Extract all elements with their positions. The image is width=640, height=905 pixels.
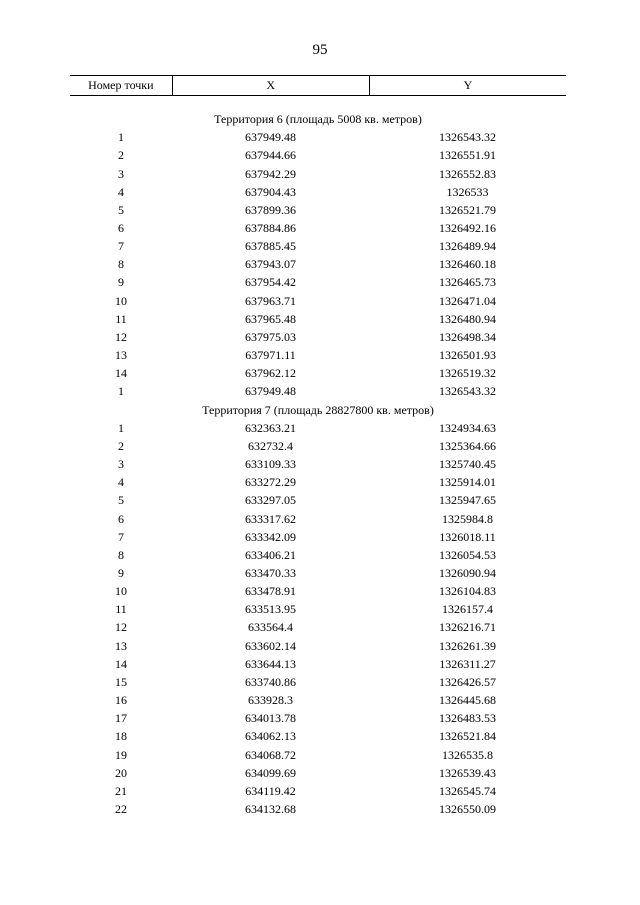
y-coordinate-cell: 1326492.16 — [439, 221, 496, 236]
point-number-cell: 10 — [115, 584, 127, 599]
table-row — [70, 201, 566, 219]
point-number-cell: 10 — [115, 293, 127, 308]
point-number-cell: 14 — [115, 366, 127, 381]
header-x: X — [172, 76, 369, 96]
x-coordinate-cell: 637944.66 — [245, 148, 296, 163]
y-coordinate-cell: 1326445.68 — [439, 693, 496, 708]
table-row — [70, 618, 566, 636]
table-row — [70, 582, 566, 600]
x-coordinate-cell: 637885.45 — [245, 239, 296, 254]
point-number-cell: 8 — [118, 257, 124, 272]
x-coordinate-cell: 633513.95 — [245, 602, 296, 617]
table-row — [70, 528, 566, 546]
y-coordinate-cell: 1326545.74 — [439, 783, 496, 798]
y-coordinate-cell: 1326543.32 — [439, 130, 496, 145]
y-coordinate-cell: 1326018.11 — [439, 529, 496, 544]
point-number-cell: 20 — [115, 765, 127, 780]
page-number: 95 — [312, 42, 328, 58]
point-number-cell: 7 — [118, 239, 124, 254]
point-number-cell: 6 — [118, 511, 124, 526]
table-row — [70, 655, 566, 673]
table-row — [70, 292, 566, 310]
table-row — [70, 328, 566, 346]
x-coordinate-cell: 634119.42 — [245, 783, 296, 798]
header-point-number: Номер точки — [70, 76, 172, 96]
point-number-cell: 15 — [115, 674, 127, 689]
table-row — [70, 745, 566, 763]
header-y: Y — [369, 76, 566, 96]
point-number-cell: 7 — [118, 529, 124, 544]
table-row — [70, 673, 566, 691]
point-number-cell: 13 — [115, 638, 127, 653]
table-row — [70, 437, 566, 455]
table-row — [70, 709, 566, 727]
y-coordinate-cell: 1326543.32 — [439, 384, 496, 399]
y-coordinate-cell: 1326471.04 — [439, 293, 496, 308]
y-coordinate-cell: 1326552.83 — [439, 166, 496, 181]
y-coordinate-cell: 1326216.71 — [439, 620, 496, 635]
point-number-cell: 6 — [118, 221, 124, 236]
y-coordinate-cell: 1326483.53 — [439, 711, 496, 726]
y-coordinate-cell: 1326054.53 — [439, 547, 496, 562]
section-title: Территория 7 (площадь 28827800 кв. метров) — [202, 402, 434, 417]
x-coordinate-cell: 637943.07 — [245, 257, 296, 272]
y-coordinate-cell: 1326426.57 — [439, 674, 496, 689]
x-coordinate-cell: 634068.72 — [245, 747, 296, 762]
x-coordinate-cell: 633109.33 — [245, 457, 296, 472]
x-coordinate-cell: 637949.48 — [245, 130, 296, 145]
y-coordinate-cell: 1325740.45 — [439, 457, 496, 472]
point-number-cell: 4 — [118, 184, 124, 199]
x-coordinate-cell: 632732.4 — [248, 438, 293, 453]
point-number-cell: 5 — [118, 202, 124, 217]
y-coordinate-cell: 1325914.01 — [439, 475, 496, 490]
x-coordinate-cell: 634132.68 — [245, 802, 296, 817]
x-coordinate-cell: 637899.36 — [245, 202, 296, 217]
table-row — [70, 146, 566, 164]
x-coordinate-cell: 637884.86 — [245, 221, 296, 236]
y-coordinate-cell: 1326489.94 — [439, 239, 496, 254]
y-coordinate-cell: 1326090.94 — [439, 565, 496, 580]
table-row — [70, 473, 566, 491]
point-number-cell: 2 — [118, 148, 124, 163]
y-coordinate-cell: 1326539.43 — [439, 765, 496, 780]
y-coordinate-cell: 1326550.09 — [439, 802, 496, 817]
x-coordinate-cell: 633478.91 — [245, 584, 296, 599]
point-number-cell: 1 — [118, 130, 124, 145]
table-row — [70, 419, 566, 437]
x-coordinate-cell: 637904.43 — [245, 184, 296, 199]
y-coordinate-cell: 1325984.8 — [442, 511, 493, 526]
point-number-cell: 19 — [115, 747, 127, 762]
point-number-cell: 1 — [118, 420, 124, 435]
table-row — [70, 364, 566, 382]
point-number-cell: 16 — [115, 693, 127, 708]
y-coordinate-cell: 1326157.4 — [442, 602, 493, 617]
point-number-cell: 21 — [115, 783, 127, 798]
point-number-cell: 18 — [115, 729, 127, 744]
table-row — [70, 237, 566, 255]
table-row — [70, 782, 566, 800]
table-row — [70, 273, 566, 291]
point-number-cell: 5 — [118, 493, 124, 508]
x-coordinate-cell: 633406.21 — [245, 547, 296, 562]
y-coordinate-cell: 1324934.63 — [439, 420, 496, 435]
y-coordinate-cell: 1326498.34 — [439, 329, 496, 344]
coordinates-table-header — [70, 75, 566, 96]
table-row — [70, 491, 566, 509]
table-row — [70, 727, 566, 745]
y-coordinate-cell: 1326311.27 — [439, 656, 496, 671]
y-coordinate-cell: 1326519.32 — [439, 366, 496, 381]
point-number-cell: 12 — [115, 620, 127, 635]
y-coordinate-cell: 1326521.84 — [439, 729, 496, 744]
point-number-cell: 9 — [118, 275, 124, 290]
coordinates-table — [70, 110, 566, 818]
x-coordinate-cell: 634013.78 — [245, 711, 296, 726]
y-coordinate-cell: 1326521.79 — [439, 202, 496, 217]
table-row — [70, 346, 566, 364]
x-coordinate-cell: 637942.29 — [245, 166, 296, 181]
point-number-cell: 1 — [118, 384, 124, 399]
section-title-row — [70, 401, 566, 419]
table-row — [70, 637, 566, 655]
table-row — [70, 546, 566, 564]
x-coordinate-cell: 637971.11 — [245, 348, 296, 363]
point-number-cell: 14 — [115, 656, 127, 671]
x-coordinate-cell: 633644.13 — [245, 656, 296, 671]
section-title: Территория 6 (площадь 5008 кв. метров) — [214, 112, 422, 127]
point-number-cell: 12 — [115, 329, 127, 344]
table-row — [70, 691, 566, 709]
point-number-cell: 13 — [115, 348, 127, 363]
x-coordinate-cell: 632363.21 — [245, 420, 296, 435]
x-coordinate-cell: 633564.4 — [248, 620, 293, 635]
y-coordinate-cell: 1326465.73 — [439, 275, 496, 290]
x-coordinate-cell: 633272.29 — [245, 475, 296, 490]
point-number-cell: 2 — [118, 438, 124, 453]
table-row — [70, 455, 566, 473]
y-coordinate-cell: 1326501.93 — [439, 348, 496, 363]
x-coordinate-cell: 637963.71 — [245, 293, 296, 308]
point-number-cell: 3 — [118, 457, 124, 472]
table-row — [70, 128, 566, 146]
x-coordinate-cell: 637965.48 — [245, 311, 296, 326]
point-number-cell: 9 — [118, 565, 124, 580]
y-coordinate-cell: 1326460.18 — [439, 257, 496, 272]
y-coordinate-cell: 1326261.39 — [439, 638, 496, 653]
y-coordinate-cell: 1326535.8 — [442, 747, 493, 762]
header-row — [70, 76, 566, 96]
x-coordinate-cell: 637975.03 — [245, 329, 296, 344]
point-number-cell: 22 — [115, 802, 127, 817]
table-row — [70, 382, 566, 400]
point-number-cell: 11 — [115, 311, 127, 326]
x-coordinate-cell: 637949.48 — [245, 384, 296, 399]
x-coordinate-cell: 634099.69 — [245, 765, 296, 780]
point-number-cell: 17 — [115, 711, 127, 726]
table-row — [70, 800, 566, 818]
coordinates-table-body — [70, 110, 566, 818]
table-row — [70, 164, 566, 182]
x-coordinate-cell: 633317.62 — [245, 511, 296, 526]
table-row — [70, 310, 566, 328]
y-coordinate-cell: 1326551.91 — [439, 148, 496, 163]
x-coordinate-cell: 633602.14 — [245, 638, 296, 653]
y-coordinate-cell: 1326533 — [446, 184, 489, 199]
x-coordinate-cell: 634062.13 — [245, 729, 296, 744]
x-coordinate-cell: 633470.33 — [245, 565, 296, 580]
y-coordinate-cell: 1325364.66 — [439, 438, 496, 453]
x-coordinate-cell: 633297.05 — [245, 493, 296, 508]
x-coordinate-cell: 633342.09 — [245, 529, 296, 544]
point-number-cell: 3 — [118, 166, 124, 181]
table-row — [70, 600, 566, 618]
point-number-cell: 11 — [115, 602, 127, 617]
point-number-cell: 8 — [118, 547, 124, 562]
table-row — [70, 183, 566, 201]
x-coordinate-cell: 637962.12 — [245, 366, 296, 381]
table-row — [70, 564, 566, 582]
point-number-cell: 4 — [118, 475, 124, 490]
table-row — [70, 219, 566, 237]
section-title-row — [70, 110, 566, 128]
y-coordinate-cell: 1326104.83 — [439, 584, 496, 599]
x-coordinate-cell: 633740.86 — [245, 674, 296, 689]
y-coordinate-cell: 1326480.94 — [439, 311, 496, 326]
table-row — [70, 255, 566, 273]
x-coordinate-cell: 637954.42 — [245, 275, 296, 290]
table-row — [70, 509, 566, 527]
table-row — [70, 764, 566, 782]
x-coordinate-cell: 633928.3 — [248, 693, 293, 708]
y-coordinate-cell: 1325947.65 — [439, 493, 496, 508]
